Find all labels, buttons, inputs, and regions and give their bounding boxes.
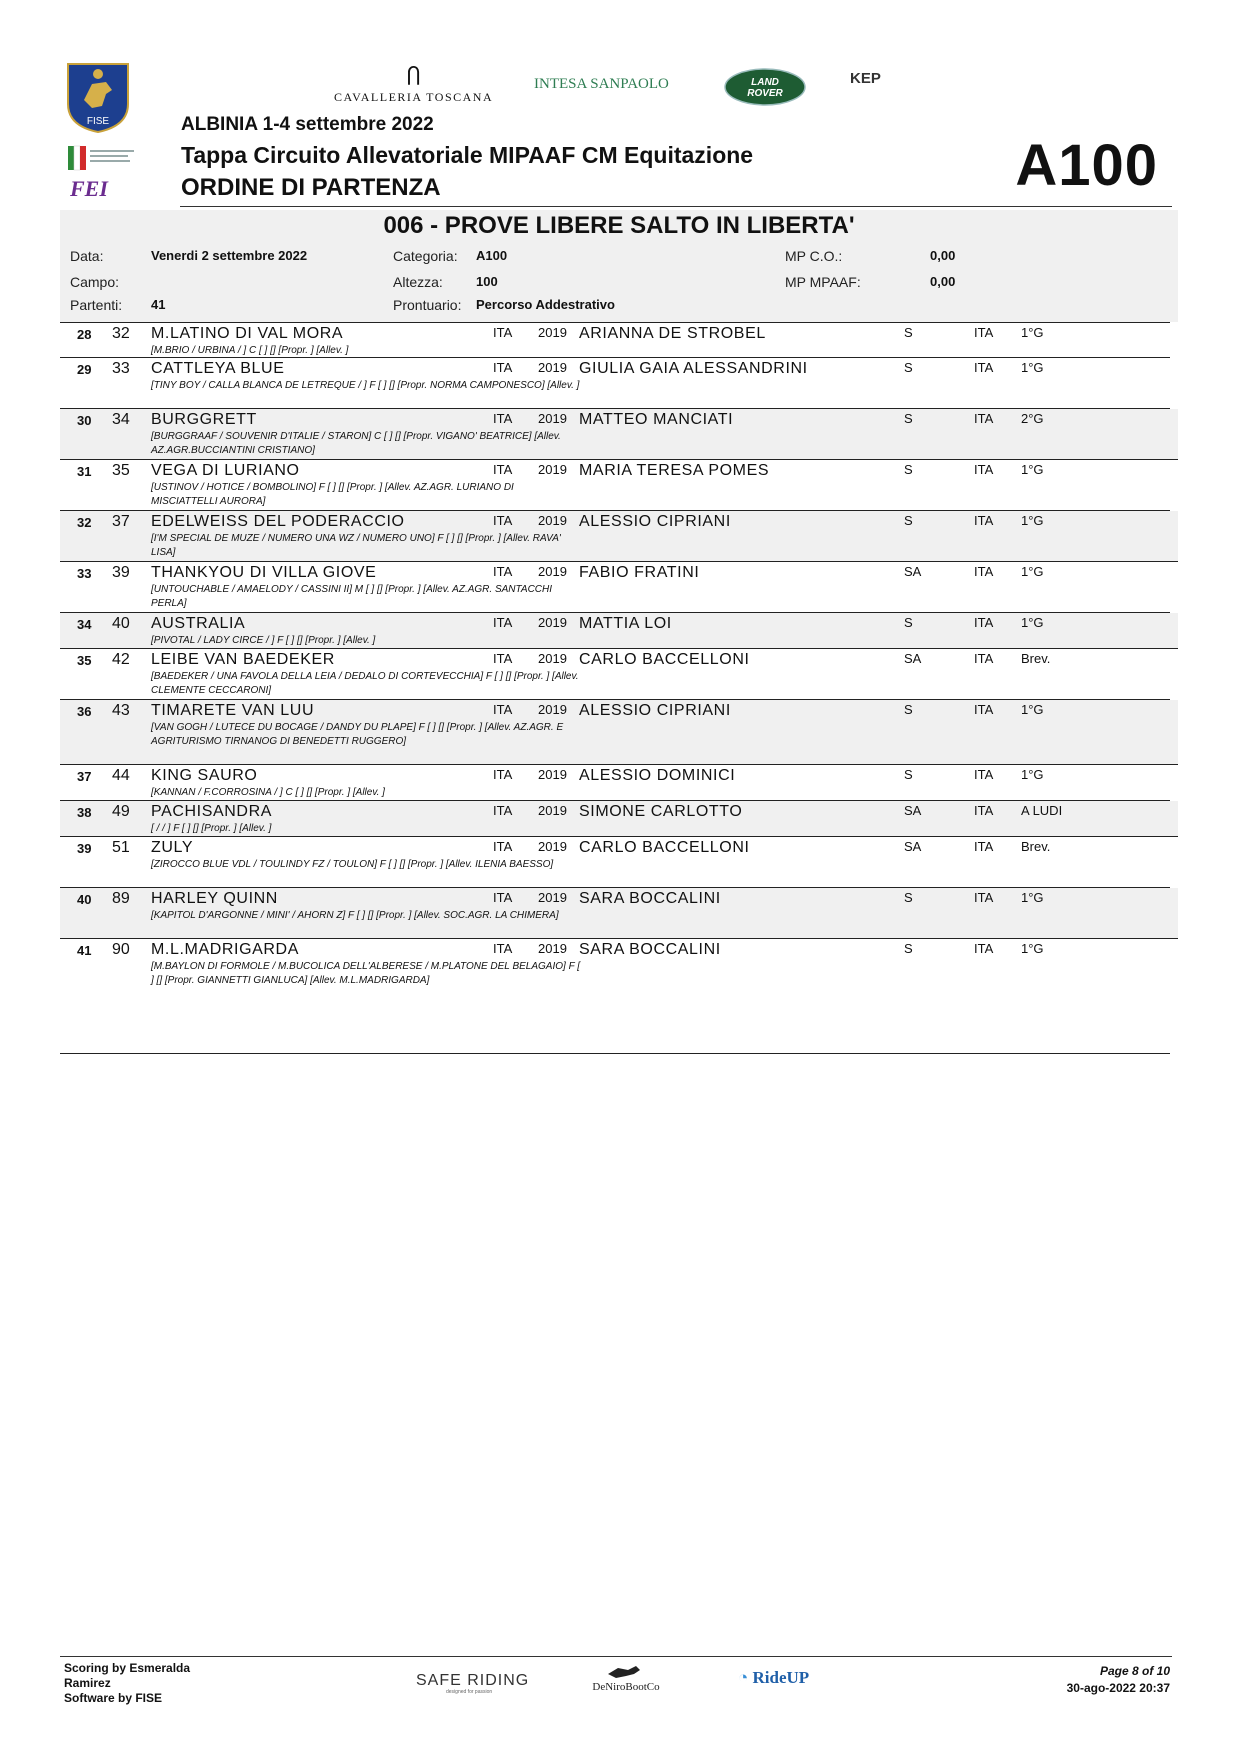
rider-level: 1°G (1021, 360, 1044, 375)
horse-name: VEGA DI LURIANO (151, 462, 300, 479)
rider-nation: ITA (974, 890, 994, 905)
fei-logo: FEI (70, 176, 108, 201)
bib-number: 49 (112, 803, 130, 820)
birth-year: 2019 (538, 803, 567, 818)
rider-nation: ITA (974, 615, 994, 630)
horse-name: LEIBE VAN BAEDEKER (151, 651, 335, 668)
event-title: ALBINIA 1-4 settembre 2022 (181, 114, 434, 135)
horse-name: HARLEY QUINN (151, 890, 278, 907)
order-number: 36 (77, 704, 92, 719)
rider-level: 1°G (1021, 941, 1044, 956)
entry-row (60, 801, 1178, 837)
entry-row (60, 562, 1170, 613)
circuit-title: Tappa Circuito Allevatoriale MIPAAF CM Equitazione (181, 142, 754, 168)
footer-divider (60, 1656, 1172, 1657)
rideup-swirl-icon: ◔ (738, 1668, 749, 1687)
rider-nation: ITA (974, 941, 994, 956)
rider-name: SARA BOCCALINI (579, 941, 721, 958)
birth-year: 2019 (538, 615, 567, 630)
partenti-value: 41 (151, 297, 166, 312)
rider-level: 1°G (1021, 564, 1044, 579)
rider-category: S (904, 325, 913, 340)
entry-row (60, 613, 1178, 649)
horse-nation: ITA (493, 702, 513, 717)
altezza-value: 100 (476, 274, 498, 289)
horse-pedigree: [ZIROCCO BLUE VDL / TOULINDY FZ / TOULON] F [ ] [] [Propr. ] [Allev. ILENIA BAESSO] (151, 859, 554, 870)
bib-number: 44 (112, 767, 130, 784)
start-list (60, 322, 1170, 1054)
horse-name: PACHISANDRA (151, 803, 272, 820)
rider-category: S (904, 767, 913, 782)
coni-logo (66, 144, 146, 174)
rider-nation: ITA (974, 325, 994, 340)
order-number: 30 (77, 413, 92, 428)
order-number: 38 (77, 805, 92, 820)
horse-pedigree: [UNTOUCHABLE / AMAELODY / CASSINI II] M [ ] [] [Propr. ] [Allev. AZ.AGR. SANTACCHI PERLA] (151, 584, 553, 609)
rider-name: MATTEO MANCIATI (579, 411, 734, 428)
rider-level: Brev. (1021, 839, 1051, 854)
rider-nation: ITA (974, 360, 994, 375)
svg-text:LAND: LAND (751, 77, 779, 88)
document-title: ORDINE DI PARTENZA (181, 174, 441, 201)
rider-level: 1°G (1021, 513, 1044, 528)
class-info-panel (60, 210, 1178, 322)
rider-level: A LUDI (1021, 803, 1063, 818)
horse-pedigree: [BURGGRAAF / SOUVENIR D'ITALIE / STARON] C [ ] [] [Propr. VIGANO' BEATRICE] [Allev. AZ.AGR.BUCCIANTINI CRISTIANO] (151, 431, 561, 456)
birth-year: 2019 (538, 702, 567, 717)
horse-nation: ITA (493, 615, 513, 630)
svg-text:DeNiroBootCo: DeNiroBootCo (592, 1681, 660, 1693)
bib-number: 37 (112, 513, 130, 530)
rider-level: Brev. (1021, 651, 1051, 666)
rider-nation: ITA (974, 564, 994, 579)
horse-pedigree: [M.BAYLON DI FORMOLE / M.BUCOLICA DELL'ALBERESE / M.PLATONE DEL BELAGAIO] F [ ] [] [Propr. GIANNETTI GIANLUCA] [Allev. M.L.MADRIGARDA] (151, 961, 581, 986)
safe-riding-logo: SAFE RIDING (416, 1672, 530, 1689)
order-number: 31 (77, 464, 92, 479)
order-number: 40 (77, 892, 92, 907)
rider-category: S (904, 411, 913, 426)
bib-number: 34 (112, 411, 130, 428)
bib-number: 42 (112, 651, 130, 668)
horse-name: ZULY (151, 839, 194, 856)
horse-pedigree: [VAN GOGH / LUTECE DU BOCAGE / DANDY DU PLAPE] F [ ] [] [Propr. ] [Allev. AZ.AGR. E AGRITURISMO TIRNANOG DI BENEDETTI RUGGERO] (151, 722, 564, 747)
page-number: Page 8 of 10 (1099, 1664, 1170, 1678)
horse-nation: ITA (493, 462, 513, 477)
horse-name: TIMARETE VAN LUU (151, 702, 315, 719)
horseshoe-icon: Ⴖ (406, 64, 421, 89)
bib-number: 51 (112, 839, 130, 856)
rider-name: ALESSIO CIPRIANI (579, 513, 731, 530)
rider-name: ALESSIO DOMINICI (579, 767, 736, 784)
entry-row (60, 409, 1178, 460)
rider-level: 1°G (1021, 462, 1044, 477)
horse-name: KING SAURO (151, 767, 258, 784)
scoring-credit: Scoring by Esmeralda Ramirez Software by FISE (64, 1661, 191, 1705)
data-label: Data: (70, 248, 104, 264)
intesa-sanpaolo-logo: INTESA SANPAOLO (534, 76, 669, 92)
entry-row (60, 358, 1170, 409)
birth-year: 2019 (538, 360, 567, 375)
rider-nation: ITA (974, 702, 994, 717)
rider-category: SA (904, 803, 922, 818)
horse-pedigree: [KAPITOL D'ARGONNE / MINI' / AHORN Z] F [ ] [] [Propr. ] [Allev. SOC.AGR. LA CHIMERA] (151, 910, 559, 921)
rider-name: CARLO BACCELLONI (579, 651, 750, 668)
rider-nation: ITA (974, 803, 994, 818)
mp-co-label: MP C.O.: (785, 248, 843, 264)
order-number: 32 (77, 515, 92, 530)
prontuario-label: Prontuario: (393, 297, 462, 313)
rider-name: GIULIA GAIA ALESSANDRINI (579, 360, 808, 377)
birth-year: 2019 (538, 941, 567, 956)
bib-number: 89 (112, 890, 130, 907)
order-number: 34 (77, 617, 92, 632)
safe-riding-tagline: designed for passion (446, 1689, 493, 1695)
mp-co-value: 0,00 (930, 248, 956, 263)
rider-level: 1°G (1021, 325, 1044, 340)
rider-name: FABIO FRATINI (579, 564, 700, 581)
horse-pedigree: [KANNAN / F.CORROSINA / ] C [ ] [] [Propr. ] [Allev. ] (151, 787, 385, 798)
rider-category: S (904, 462, 913, 477)
class-code: A100 (1015, 133, 1158, 198)
horse-nation: ITA (493, 941, 513, 956)
birth-year: 2019 (538, 839, 567, 854)
rider-name: MARIA TERESA POMES (579, 462, 770, 479)
horse-name: BURGGRETT (151, 411, 257, 428)
horse-name: AUSTRALIA (151, 615, 246, 632)
entry-row (60, 511, 1178, 562)
bib-number: 35 (112, 462, 130, 479)
rider-level: 1°G (1021, 615, 1044, 630)
rider-level: 1°G (1021, 767, 1044, 782)
rider-nation: ITA (974, 767, 994, 782)
horse-nation: ITA (493, 513, 513, 528)
rider-level: 1°G (1021, 890, 1044, 905)
mp-mipaaf-label: MP MPAAF: (785, 274, 861, 290)
horse-pedigree: [M.BRIO / URBINA / ] C [ ] [] [Propr. ] [Allev. ] (151, 345, 349, 356)
horse-nation: ITA (493, 564, 513, 579)
rider-name: CARLO BACCELLONI (579, 839, 750, 856)
fise-logo (62, 60, 134, 134)
deniro-boot-logo (576, 1662, 676, 1701)
rider-level: 2°G (1021, 411, 1044, 426)
partenti-label: Partenti: (70, 297, 123, 313)
prontuario-value: Percorso Addestrativo (476, 297, 615, 312)
svg-text:ROVER: ROVER (747, 88, 783, 99)
land-rover-logo (724, 68, 806, 106)
horse-nation: ITA (493, 411, 513, 426)
bib-number: 43 (112, 702, 130, 719)
horse-name: M.L.MADRIGARDA (151, 941, 299, 958)
rider-nation: ITA (974, 411, 994, 426)
rider-category: S (904, 941, 913, 956)
order-number: 33 (77, 566, 92, 581)
header-divider (180, 206, 1172, 207)
kep-logo: KEP (850, 70, 881, 87)
horse-pedigree: [USTINOV / HOTICE / BOMBOLINO] F [ ] [] [Propr. ] [Allev. AZ.AGR. LURIANO DI MISCIATTELLI AURORA] (151, 482, 514, 507)
horse-pedigree: [I'M SPECIAL DE MUZE / NUMERO UNA WZ / NUMERO UNO] F [ ] [] [Propr. ] [Allev. RAVA' LISA] (151, 533, 561, 558)
horse-name: EDELWEISS DEL PODERACCIO (151, 513, 405, 530)
birth-year: 2019 (538, 411, 567, 426)
horse-pedigree: [BAEDEKER / UNA FAVOLA DELLA LEIA / DEDALO DI CORTEVECCHIA] F [ ] [] [Propr. ] [Allev. CLEMENTE CECCARONI] (151, 671, 579, 696)
svg-text:FISE: FISE (86, 116, 110, 127)
horse-nation: ITA (493, 360, 513, 375)
bib-number: 90 (112, 941, 130, 958)
horse-pedigree: [TINY BOY / CALLA BLANCA DE LETREQUE / ] F [ ] [] [Propr. NORMA CAMPONESCO] [Allev. ] (151, 380, 580, 391)
rider-category: S (904, 513, 913, 528)
rider-category: S (904, 360, 913, 375)
rider-category: S (904, 702, 913, 717)
rider-nation: ITA (974, 651, 994, 666)
birth-year: 2019 (538, 513, 567, 528)
campo-label: Campo: (70, 274, 120, 290)
horse-pedigree: [ / / ] F [ ] [] [Propr. ] [Allev. ] (151, 823, 272, 834)
horse-nation: ITA (493, 890, 513, 905)
altezza-label: Altezza: (393, 274, 443, 290)
horse-name: M.LATINO DI VAL MORA (151, 325, 344, 342)
rider-category: SA (904, 839, 922, 854)
bib-number: 33 (112, 360, 130, 377)
entry-row (60, 888, 1178, 939)
rider-level: 1°G (1021, 702, 1044, 717)
rider-name: ARIANNA DE STROBEL (579, 325, 766, 342)
print-timestamp: 30-ago-2022 20:37 (1066, 1681, 1170, 1695)
bib-number: 39 (112, 564, 130, 581)
birth-year: 2019 (538, 564, 567, 579)
entry-row (60, 765, 1170, 801)
birth-year: 2019 (538, 890, 567, 905)
rider-category: SA (904, 651, 922, 666)
order-number: 29 (77, 362, 92, 377)
bib-number: 32 (112, 325, 130, 342)
horse-nation: ITA (493, 803, 513, 818)
entry-row (60, 460, 1170, 511)
horse-nation: ITA (493, 651, 513, 666)
cavalleria-toscana-logo: Ⴖ CAVALLERIA TOSCANA (334, 64, 494, 104)
entry-row (60, 322, 1170, 358)
rider-category: SA (904, 564, 922, 579)
categoria-label: Categoria: (393, 248, 458, 264)
rider-category: S (904, 615, 913, 630)
entry-row (60, 649, 1170, 700)
rider-nation: ITA (974, 462, 994, 477)
class-title: 006 - PROVE LIBERE SALTO IN LIBERTA' (383, 212, 855, 239)
bib-number: 40 (112, 615, 130, 632)
rider-name: MATTIA LOI (579, 615, 672, 632)
horse-name: CATTLEYA BLUE (151, 360, 285, 377)
birth-year: 2019 (538, 767, 567, 782)
rider-name: SARA BOCCALINI (579, 890, 721, 907)
rider-category: S (904, 890, 913, 905)
rideup-logo: ◔ RideUP (738, 1668, 810, 1687)
rider-name: ALESSIO CIPRIANI (579, 702, 731, 719)
birth-year: 2019 (538, 325, 567, 340)
order-number: 37 (77, 769, 92, 784)
page-info (1067, 1663, 1170, 1697)
rider-nation: ITA (974, 839, 994, 854)
order-number: 41 (77, 943, 92, 958)
order-number: 39 (77, 841, 92, 856)
horse-nation: ITA (493, 767, 513, 782)
horse-nation: ITA (493, 839, 513, 854)
birth-year: 2019 (538, 651, 567, 666)
order-number: 35 (77, 653, 92, 668)
horse-pedigree: [PIVOTAL / LADY CIRCE / ] F [ ] [] [Propr. ] [Allev. ] (151, 635, 376, 646)
data-value: Venerdi 2 settembre 2022 (151, 248, 308, 263)
birth-year: 2019 (538, 462, 567, 477)
categoria-value: A100 (476, 248, 508, 263)
entry-row (60, 837, 1170, 888)
order-number: 28 (77, 327, 92, 342)
entry-row (60, 939, 1170, 1054)
horse-nation: ITA (493, 325, 513, 340)
rider-name: SIMONE CARLOTTO (579, 803, 743, 820)
rider-nation: ITA (974, 513, 994, 528)
entry-row (60, 700, 1178, 765)
horse-name: THANKYOU DI VILLA GIOVE (151, 564, 377, 581)
mp-mipaaf-value: 0,00 (930, 274, 956, 289)
horse-icon (576, 1662, 676, 1696)
